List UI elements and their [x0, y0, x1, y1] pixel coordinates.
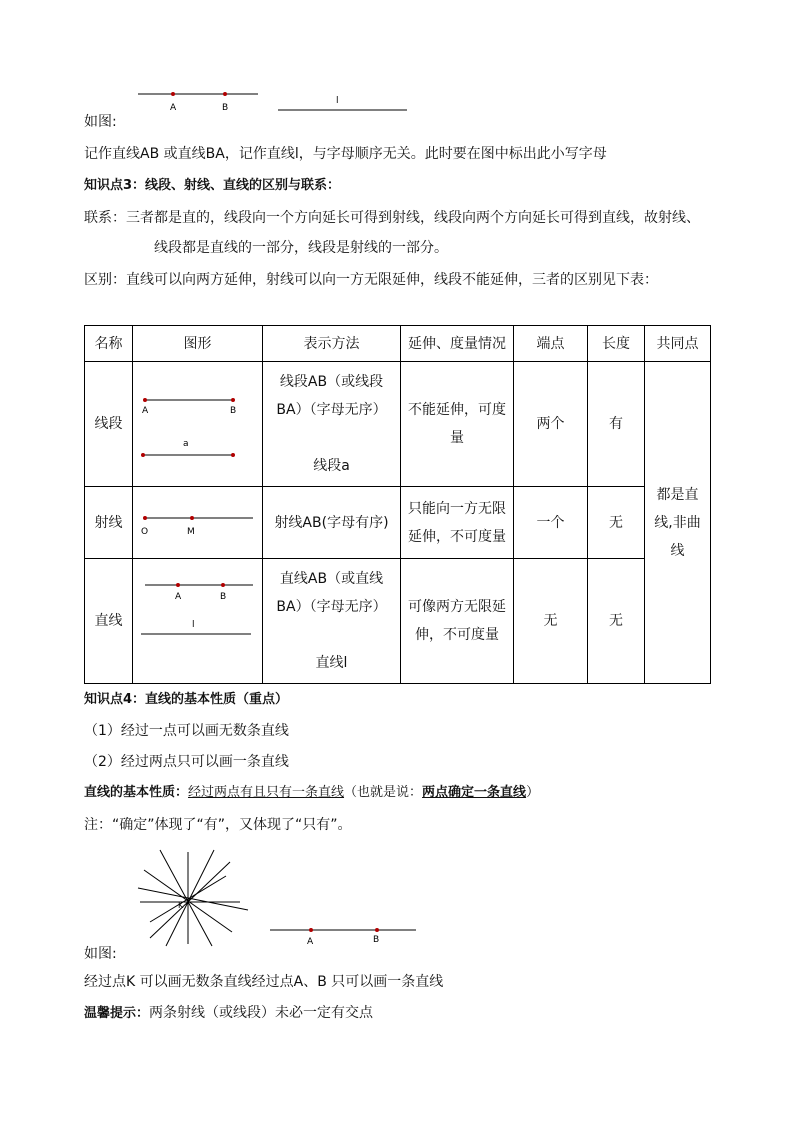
label-b: B: [222, 103, 229, 113]
bottom-label-a: A: [307, 937, 314, 947]
row-name-segment: 线段: [85, 362, 133, 487]
bottom-point-a: [309, 928, 313, 932]
line-repr-3: 直线l: [315, 655, 348, 671]
kp3-relation-label: 联系：: [84, 210, 126, 226]
header-extension: 延伸、度量情况: [401, 326, 514, 362]
header-figure: 图形: [133, 326, 263, 362]
line-figure: [133, 561, 261, 681]
kp3-relation: [84, 208, 700, 228]
line-label-l: l: [192, 620, 195, 630]
line-notation-text: 记作直线AB 或直线BA，记作直线l，与字母顺序无关。此时要在图中标出此小写字母: [84, 146, 607, 162]
property-mid: （也就是说：: [344, 785, 423, 800]
ray-label-o: O: [141, 526, 149, 537]
row-name-ray: 射线: [85, 487, 133, 559]
line-representation: [263, 559, 401, 684]
property-label: 直线的基本性质：: [84, 785, 189, 800]
row-name-line: 直线: [85, 559, 133, 684]
kp3-relation-text-1: 三者都是直的，线段向一个方向延长可得到射线，线段向两个方向延长可得到直线，故射线、: [126, 210, 700, 226]
header-length: 长度: [588, 326, 645, 362]
comparison-table: [84, 325, 711, 684]
bottom-point-b: [375, 928, 379, 932]
common-3: 线: [670, 542, 685, 559]
line-repr-2: BA）（字母无序）: [276, 599, 387, 615]
tip: [84, 1003, 373, 1024]
ray-extension: [401, 487, 514, 559]
line-extend-1: 可像两方无限延: [408, 599, 506, 615]
top-caption: 如图:: [84, 114, 117, 130]
ray-endpoints: 一个: [514, 487, 588, 559]
segment-repr-3: 线段a: [313, 458, 350, 474]
table-row: [85, 559, 711, 684]
segment-repr-2: BA）（字母无序）: [276, 402, 387, 418]
label-k: K: [178, 901, 184, 910]
segment-point-a: [143, 398, 147, 402]
k-line-5: [150, 862, 230, 938]
segment-label-b: B: [230, 406, 237, 416]
top-figure: [120, 84, 420, 118]
line-label-a: A: [175, 592, 182, 602]
line-figure-cell: [133, 559, 263, 684]
segment-figure-cell: [133, 362, 263, 487]
kp4-heading: 知识点4：直线的基本性质（重点）: [84, 692, 289, 707]
common-cell: [645, 362, 711, 684]
segment-representation: [263, 362, 401, 487]
segment-a-end-1: [141, 453, 145, 457]
ray-label-m: M: [187, 526, 195, 537]
ray-representation: 射线AB(字母有序): [263, 487, 401, 559]
common-1: 都是直: [656, 486, 699, 503]
kp3-relation-text-2: 线段都是直线的一部分，线段是射线的一部分。: [154, 240, 448, 256]
bottom-caption: 如图:: [84, 946, 117, 962]
segment-repr-1: 线段AB（或线段: [279, 374, 384, 390]
kp3-difference: 区别：直线可以向两方延伸，射线可以向一方无限延伸，线段不能延伸，三者的区别见下表：: [84, 272, 658, 288]
line-length: 无: [588, 559, 645, 684]
line-k-text: 经过点K 可以画无数条直线经过点A、B 只可以画一条直线: [84, 974, 444, 990]
kp4-property: [84, 783, 539, 803]
segment-endpoints: 两个: [514, 362, 588, 487]
point-b: [223, 92, 227, 96]
tip-text: 两条射线（或线段）未必一定有交点: [149, 1005, 374, 1021]
segment-extend-2: 量: [450, 430, 464, 446]
line-repr-1: 直线AB（或直线: [279, 571, 384, 587]
ray-length: 无: [588, 487, 645, 559]
segment-figure: [133, 364, 261, 484]
line-extension: [401, 559, 514, 684]
line-point-a: [176, 583, 180, 587]
property-end: ）: [526, 785, 540, 800]
bottom-label-b: B: [373, 935, 380, 945]
ray-point-m: [190, 516, 194, 520]
common-2: 线,非曲: [654, 514, 701, 531]
point-a: [171, 92, 175, 96]
ray-figure: [133, 490, 261, 556]
property-underlined: 经过两点有且只有一条直线: [188, 785, 345, 800]
segment-point-b: [231, 398, 235, 402]
table-row: [85, 487, 711, 559]
kp4-item-2: （2）经过两点只可以画一条直线: [84, 754, 289, 770]
label-l: l: [336, 96, 339, 106]
label-a: A: [170, 103, 177, 113]
line-label-b: B: [220, 592, 227, 602]
segment-label-a: A: [142, 406, 149, 416]
segment-a-end-2: [231, 453, 235, 457]
ray-extend-2: 延伸，不可度量: [408, 528, 506, 545]
kp4-item-1: （1）经过一点可以画无数条直线: [84, 723, 289, 739]
header-representation: 表示方法: [263, 326, 401, 362]
table-header-row: [85, 326, 711, 362]
segment-extend-1: 不能延伸，可度: [408, 402, 506, 418]
line-extend-2: 伸，不可度量: [415, 627, 499, 643]
ray-point-o: [143, 516, 147, 520]
header-common: 共同点: [645, 326, 711, 362]
line-point-b: [221, 583, 225, 587]
segment-label-lower-a: a: [183, 439, 189, 449]
property-bold-underlined: 两点确定一条直线: [422, 785, 527, 800]
table-row: [85, 362, 711, 487]
segment-length: 有: [588, 362, 645, 487]
tip-label: 温馨提示：: [84, 1006, 150, 1021]
segment-extension: [401, 362, 514, 487]
kp3-heading: 知识点3：线段、射线、直线的区别与联系：: [84, 178, 341, 193]
kp4-note: 注：“确定”体现了“有”，又体现了“只有”。: [84, 817, 352, 833]
pencil-of-lines: [138, 850, 248, 946]
bottom-figure: [130, 848, 430, 948]
ray-extend-1: 只能向一方无限: [408, 500, 506, 517]
line-endpoints: 无: [514, 559, 588, 684]
header-name: 名称: [85, 326, 133, 362]
header-endpoints: 端点: [514, 326, 588, 362]
ray-figure-cell: [133, 487, 263, 559]
